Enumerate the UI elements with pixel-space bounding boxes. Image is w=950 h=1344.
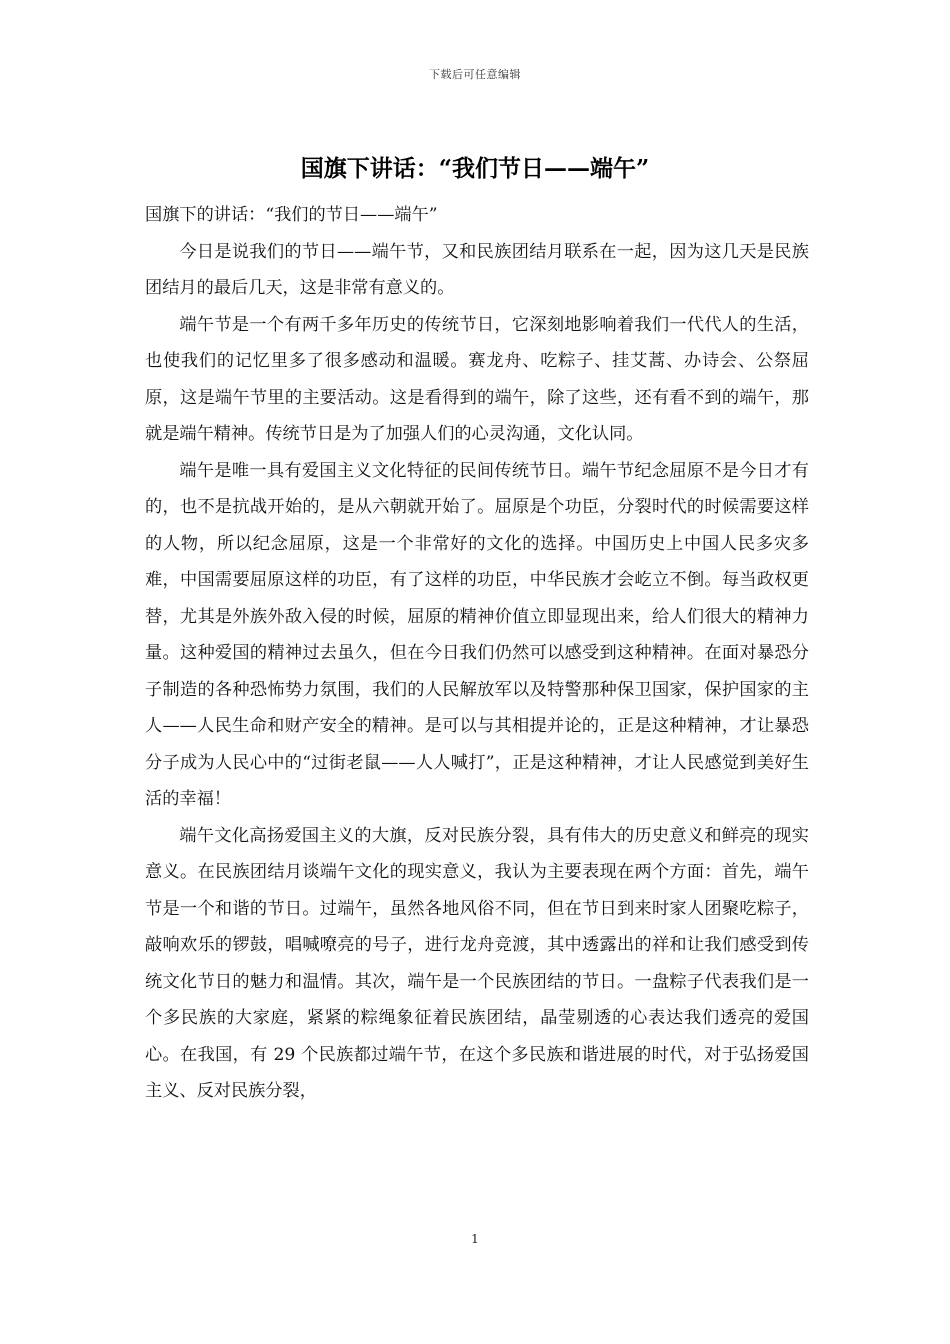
paragraph-1: 今日是说我们的节日——端午节，又和民族团结月联系在一起，因为这几天是民族团结月的最后几天，这是非常有意义的。 <box>145 241 809 298</box>
document-body <box>145 197 809 1110</box>
document-subtitle: 国旗下的讲话：“我们的节日——端午” <box>145 205 438 225</box>
paragraph-4: 端午文化高扬爱国主义的大旗，反对民族分裂，具有伟大的历史意义和鲜亮的现实意义。在民族团结月谈端午文化的现实意义，我认为主要表现在两个方面：首先，端午节是一个和谐的节日。过端午，虽然各地风俗不同，但在节日到来时家人团聚吃粽子，敲响欢乐的锣鼓，唱喊嘹亮的号子，进行龙舟竞渡，其中透露出的祥和让我们感受到传统文化节日的魅力和温情。其次，端午是一个民族团结的节日。一盘粽子代表我们是一个多民族的大家庭，紧紧的粽绳象征着民族团结，晶莹剔透的心表达我们透亮的爱国心。在我国，有 29 个民族都过端午节，在这个多民族和谐进展的时代，对于弘扬爱国主义、反对民族分裂， <box>145 825 809 1101</box>
paragraph-2: 端午节是一个有两千多年历史的传统节日，它深刻地影响着我们一代代人的生活，也使我们的记忆里多了很多感动和温暖。赛龙舟、吃粽子、挂艾蒿、办诗会、公祭屈原，这是端午节里的主要活动。这是看得到的端午，除了这些，还有看不到的端午，那就是端午精神。传统节日是为了加强人们的心灵沟通，文化认同。 <box>145 314 809 444</box>
page-number: 1 <box>471 1232 479 1246</box>
paragraph-3: 端午是唯一具有爱国主义文化特征的民间传统节日。端午节纪念屈原不是今日才有的，也不是抗战开始的，是从六朝就开始了。屈原是个功臣，分裂时代的时候需要这样的人物，所以纪念屈原，这是一个非常好的文化的选择。中国历史上中国人民多灾多难，中国需要屈原这样的功臣，有了这样的功臣，中华民族才会屹立不倒。每当政权更替，尤其是外族外敌入侵的时候，屈原的精神价值立即显现出来，给人们很大的精神力量。这种爱国的精神过去虽久，但在今日我们仍然可以感受到这种精神。在面对暴恐分子制造的各种恐怖势力氛围，我们的人民解放军以及特警那种保卫国家，保护国家的主人——人民生命和财产安全的精神。是可以与其相提并论的，正是这种精神，才让暴恐分子成为人民心中的“过街老鼠——人人喊打”，正是这种精神，才让人民感觉到美好生活的幸福！ <box>145 460 809 809</box>
page-header: 下载后可任意编辑 <box>429 68 521 81</box>
document-title: 国旗下讲话：“我们节日——端午” <box>300 155 650 182</box>
